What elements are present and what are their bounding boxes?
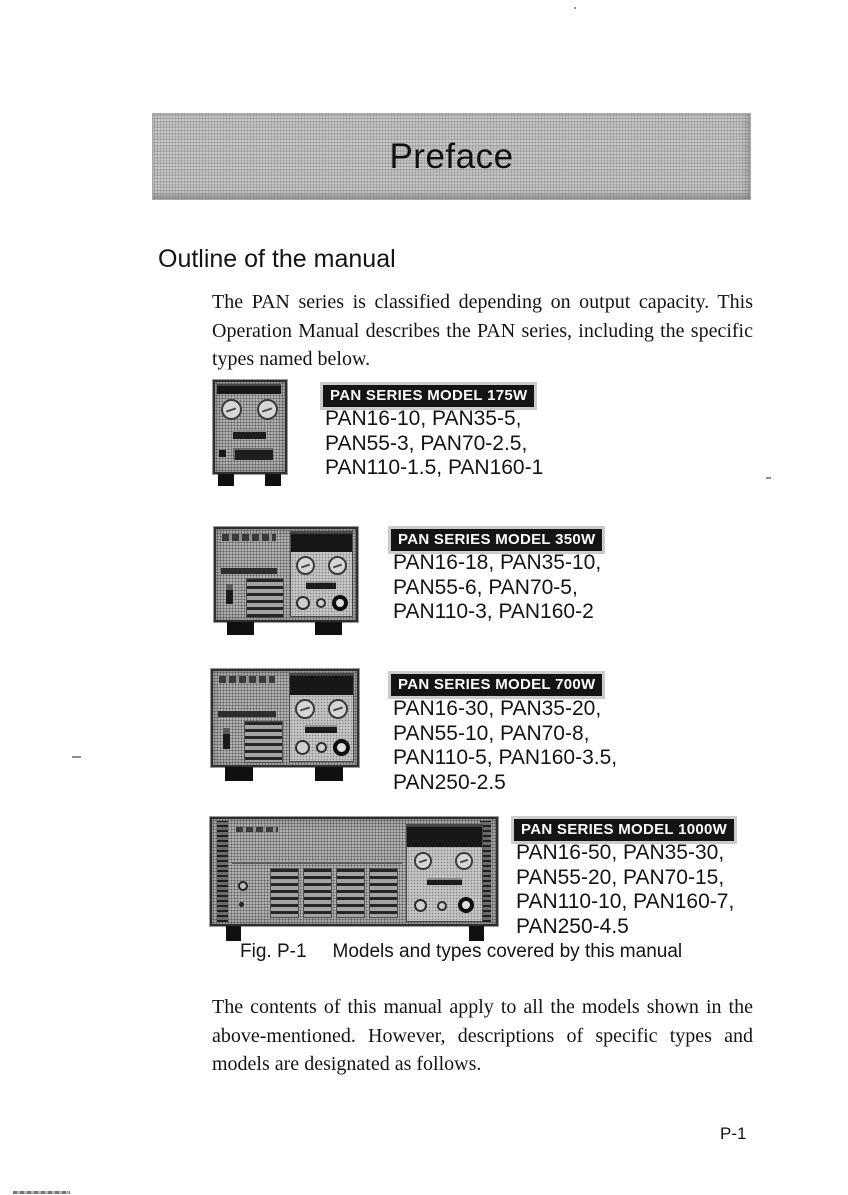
device-foot — [315, 622, 342, 635]
model-type-line: PAN110-10, PAN160-7, — [516, 890, 735, 913]
panel-divider — [232, 862, 402, 864]
section-heading: Outline of the manual — [158, 245, 396, 273]
analog-meter-icon — [295, 699, 315, 719]
device-front-panel — [210, 817, 498, 926]
device-front-panel — [213, 380, 287, 474]
product-photo-1000w — [210, 817, 500, 945]
vent-grille — [246, 578, 284, 618]
device-front-panel — [211, 669, 359, 767]
model-label-175w: PAN SERIES MODEL 175W — [323, 385, 534, 407]
device-foot — [227, 622, 254, 635]
device-front-panel — [214, 527, 358, 622]
control-subpanel — [290, 531, 353, 617]
model-type-line: PAN16-18, PAN35-10, — [393, 551, 602, 574]
paragraph-line: The contents of this manual apply to all the models shown in the — [212, 996, 753, 1018]
model-label-700w: PAN SERIES MODEL 700W — [391, 674, 602, 696]
front-bar — [218, 711, 276, 717]
terminal-strip — [233, 448, 273, 460]
figure-label: Fig. P-1 — [240, 941, 307, 962]
paragraph-line: above-mentioned. However, descriptions of specific types and — [212, 1024, 753, 1047]
model-type-line: PAN55-20, PAN70-15, — [516, 865, 725, 889]
vent-grille — [369, 868, 398, 918]
model-type-line: PAN55-3, PAN70-2.5, — [325, 431, 528, 455]
closing-paragraph — [212, 993, 753, 1079]
device-foot — [226, 926, 241, 941]
panel-top-band — [407, 825, 482, 847]
figure-caption — [240, 941, 682, 963]
vent-grille — [244, 721, 283, 763]
preface-banner — [152, 113, 751, 200]
model-types-175w — [325, 407, 543, 481]
panel-top-band — [217, 384, 281, 394]
analog-meter-icon — [455, 852, 473, 870]
paragraph-line: models are designated as follows. — [212, 1053, 482, 1075]
control-knob-icon — [295, 740, 310, 755]
model-type-line: PAN16-50, PAN35-30, — [516, 841, 725, 864]
model-types-350w — [393, 551, 601, 625]
scan-artifact — [13, 1191, 70, 1194]
paragraph-line: Operation Manual describes the PAN series, including the specific — [212, 319, 753, 342]
control-knob-icon — [332, 595, 348, 611]
product-photo-700w — [211, 669, 361, 783]
power-switch — [219, 450, 226, 457]
device-foot — [315, 767, 343, 781]
model-label-1000w: PAN SERIES MODEL 1000W — [514, 819, 734, 841]
model-label-350w: PAN SERIES MODEL 350W — [391, 529, 602, 551]
scan-artifact — [574, 7, 576, 9]
model-type-line: PAN16-30, PAN35-20, — [393, 697, 602, 720]
display-window — [306, 581, 336, 589]
model-type-line: PAN16-10, PAN35-5, — [325, 407, 522, 430]
device-foot — [469, 926, 484, 941]
power-switch — [223, 728, 230, 749]
device-foot — [265, 474, 281, 486]
analog-meter-icon — [328, 556, 347, 575]
analog-meter-icon — [328, 699, 348, 719]
scan-artifact — [72, 756, 81, 758]
page-number: P-1 — [720, 1124, 747, 1143]
nameplate — [219, 676, 275, 683]
vent-grille — [303, 868, 332, 918]
intro-paragraph — [212, 288, 753, 374]
model-type-line: PAN110-1.5, PAN160-1 — [325, 456, 544, 479]
nameplate — [236, 827, 278, 832]
control-subpanel — [289, 673, 354, 762]
device-foot — [218, 474, 234, 486]
scan-artifact — [766, 477, 771, 479]
product-photo-350w — [214, 527, 360, 637]
analog-meter-icon — [257, 399, 278, 420]
control-knob-icon — [437, 901, 447, 911]
figure-caption-text: Models and types covered by this manual — [332, 941, 683, 962]
model-type-line: PAN250-4.5 — [516, 914, 629, 938]
model-type-line: PAN55-6, PAN70-5, — [393, 575, 578, 599]
model-types-700w — [393, 697, 617, 795]
power-switch — [226, 584, 233, 604]
display-window — [233, 430, 266, 439]
paragraph-line: The PAN series is classified depending on output capacity. This — [212, 291, 753, 313]
model-type-line: PAN110-3, PAN160-2 — [393, 600, 594, 623]
panel-top-band — [290, 674, 353, 695]
preface-title: Preface — [389, 136, 514, 176]
control-knob-icon — [316, 598, 326, 608]
control-subpanel — [406, 824, 483, 922]
analog-meter-icon — [414, 852, 432, 870]
panel-top-band — [291, 532, 352, 552]
paragraph-line: types named below. — [212, 348, 371, 370]
front-bar — [221, 568, 277, 574]
control-knob-icon — [458, 897, 474, 913]
control-knob-icon — [296, 596, 310, 610]
nameplate — [222, 534, 276, 541]
display-window — [427, 878, 462, 885]
product-photo-175w — [213, 380, 289, 488]
control-knob-icon — [316, 742, 327, 753]
model-types-1000w — [516, 841, 734, 939]
model-type-line: PAN110-5, PAN160-3.5, — [393, 746, 618, 769]
model-type-line: PAN250-2.5 — [393, 770, 506, 794]
rack-rail — [217, 821, 228, 922]
indicator-dot — [239, 902, 244, 907]
analog-meter-icon — [221, 399, 242, 420]
power-button — [238, 881, 248, 891]
vent-grille — [336, 868, 365, 918]
display-window — [305, 725, 337, 733]
device-foot — [225, 767, 253, 781]
control-knob-icon — [414, 899, 427, 912]
vent-grille — [270, 868, 299, 918]
model-type-line: PAN55-10, PAN70-8, — [393, 721, 590, 745]
control-knob-icon — [333, 739, 350, 756]
analog-meter-icon — [296, 556, 315, 575]
